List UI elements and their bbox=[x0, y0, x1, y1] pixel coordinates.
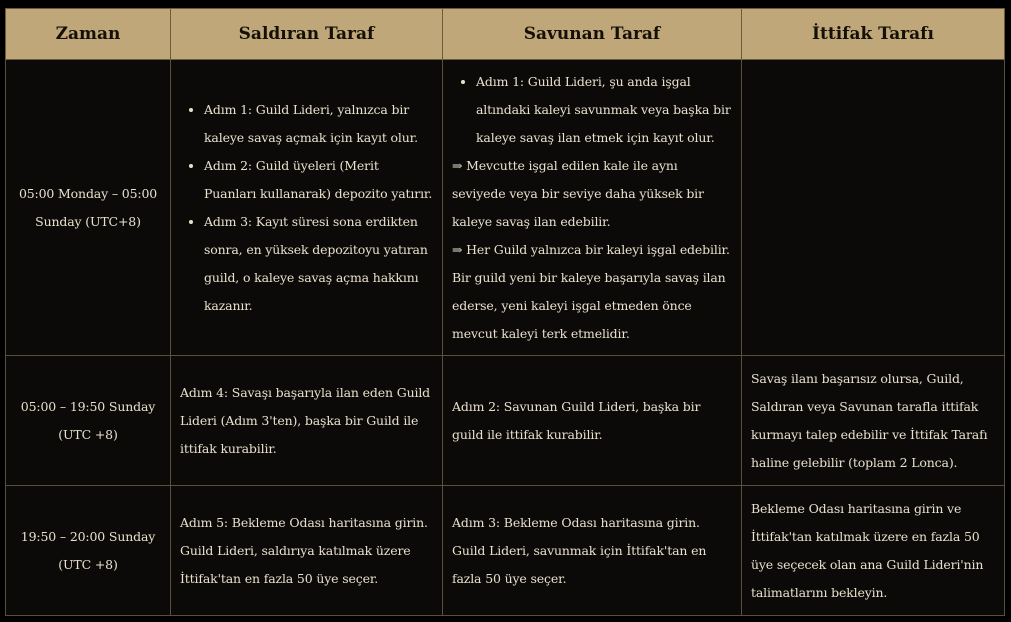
defender-note: ⇒ Her Guild yalnızca bir kaleyi işgal edebilir. Bir guild yeni bir kaleye başarıyla savaş ilan ederse, yeni kaleyi işgal etmeden önce mevcut kaleyi terk etmelidir. bbox=[452, 241, 730, 341]
header-defender: Savunan Taraf bbox=[443, 9, 742, 60]
header-attacker: Saldıran Taraf bbox=[171, 9, 443, 60]
header-time: Zaman bbox=[6, 9, 171, 60]
defender-steps-list bbox=[452, 68, 732, 152]
list-item: • Adım 2: Guild üyeleri (Merit Puanları kullanarak) depozito yatırır. bbox=[204, 152, 433, 208]
row3-time: 19:50 – 20:00 Sunday (UTC +8) bbox=[6, 486, 171, 616]
header-alliance: İttifak Tarafı bbox=[742, 9, 1005, 60]
row1-time: 05:00 Monday – 05:00 Sunday (UTC+8) bbox=[6, 60, 171, 356]
guild-war-schedule-table bbox=[5, 8, 1005, 616]
row2-defender: Adım 2: Savunan Guild Lideri, başka bir guild ile ittifak kurabilir. bbox=[443, 356, 742, 486]
row3-defender: Adım 3: Bekleme Odası haritasına girin. Guild Lideri, savunmak için İttifak'tan en fazla 50 üye seçer. bbox=[443, 486, 742, 616]
list-item: • Adım 3: Kayıt süresi sona erdikten sonra, en yüksek depozitoyu yatıran guild, o kaleye savaş açma hakkını kazanır. bbox=[204, 208, 433, 320]
table-row bbox=[6, 486, 1005, 616]
row2-attacker: Adım 4: Savaşı başarıyla ilan eden Guild Lideri (Adım 3'ten), başka bir Guild ile ittifak kurabilir. bbox=[171, 356, 443, 486]
row1-attacker bbox=[171, 60, 443, 356]
table-row bbox=[6, 60, 1005, 356]
row3-attacker: Adım 5: Bekleme Odası haritasına girin. Guild Lideri, saldırıya katılmak üzere İttifak'tan en fazla 50 üye seçer. bbox=[171, 486, 443, 616]
row1-alliance bbox=[742, 60, 1005, 356]
row3-alliance: Bekleme Odası haritasına girin ve İttifak'tan katılmak üzere en fazla 50 üye seçecek olan ana Guild Lideri'nin talimatlarını bekleyin. bbox=[742, 486, 1005, 616]
table-row bbox=[6, 356, 1005, 486]
row1-defender bbox=[443, 60, 742, 356]
list-item: • Adım 1: Guild Lideri, yalnızca bir kaleye savaş açmak için kayıt olur. bbox=[204, 96, 433, 152]
row2-time: 05:00 – 19:50 Sunday (UTC +8) bbox=[6, 356, 171, 486]
attacker-steps-list bbox=[180, 96, 433, 320]
defender-note: ⇒ Mevcutte işgal edilen kale ile aynı seviyede veya bir seviye daha yüksek bir kaleye savaş ilan edebilir. bbox=[452, 157, 704, 229]
header-row bbox=[6, 9, 1005, 60]
list-item: • Adım 1: Guild Lideri, şu anda işgal altındaki kaleyi savunmak veya başka bir kaleye savaş ilan etmek için kayıt olur. bbox=[476, 68, 732, 152]
schedule-table-container bbox=[5, 8, 1004, 616]
row2-alliance: Savaş ilanı başarısız olursa, Guild, Saldıran veya Savunan tarafla ittifak kurmayı talep edebilir ve İttifak Tarafı haline gelebilir (toplam 2 Lonca). bbox=[742, 356, 1005, 486]
